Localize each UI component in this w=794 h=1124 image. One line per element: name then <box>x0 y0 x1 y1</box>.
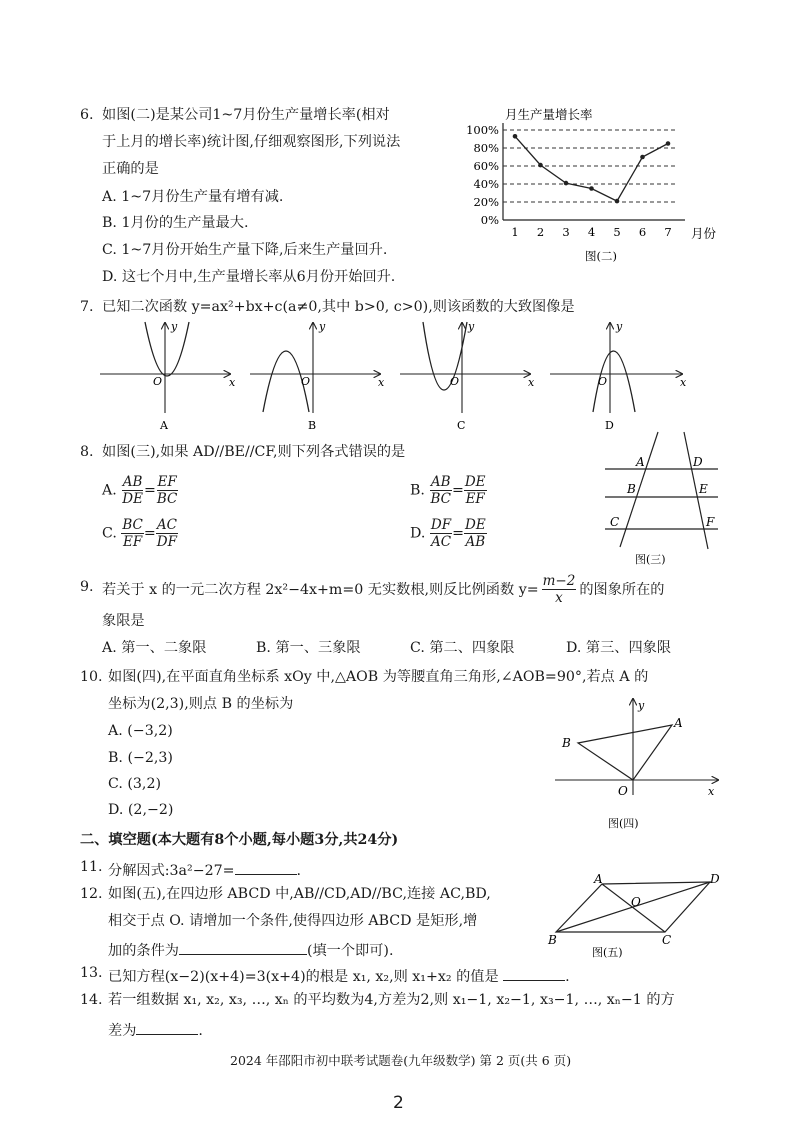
fig4-label-b: B <box>562 736 571 750</box>
q10-option-c: C. (3,2) <box>108 776 162 792</box>
q14-number: 14. <box>80 992 103 1008</box>
fig3-label-c: C <box>610 515 620 529</box>
q7-d-y: y <box>616 320 623 333</box>
data-point <box>615 199 620 204</box>
q7-option-graphs <box>95 318 695 436</box>
q7-d-x: x <box>680 376 687 389</box>
q10-option-a: A. (−3,2) <box>108 723 173 739</box>
x-tick-label: 6 <box>638 225 647 239</box>
q9-option-a: A. 第一、二象限 <box>102 640 207 656</box>
q10-stem-line2: 坐标为(2,3),则点 B 的坐标为 <box>108 696 294 712</box>
q9-option-c: C. 第二、四象限 <box>410 640 515 656</box>
y-tick-label: 40% <box>473 177 499 191</box>
fig5-label-o: O <box>631 895 641 909</box>
q9-option-d: D. 第三、四象限 <box>566 640 672 656</box>
chart-xlabel: 月份 <box>691 226 717 241</box>
fig5-label-a: A <box>594 872 603 886</box>
fig3-caption: 图(三) <box>635 553 666 566</box>
y-tick-label: 100% <box>466 123 499 137</box>
x-tick-label: 5 <box>613 225 621 239</box>
q11-number: 11. <box>80 859 103 875</box>
y-tick-label: 60% <box>473 159 499 173</box>
q7-c-label: C <box>457 419 466 432</box>
y-tick-label: 20% <box>473 195 499 209</box>
growth-rate-line-chart <box>455 100 735 268</box>
fig4-label-o: O <box>618 784 628 798</box>
page-footer: 2024 年邵阳市初中联考试题卷(九年级数学) 第 2 页(共 6 页) <box>230 1053 572 1068</box>
q7-number: 7. <box>80 299 94 315</box>
q7-a-x: x <box>229 376 236 389</box>
q12-stem-line2: 相交于点 O. 请增加一个条件,使得四边形 ABCD 是矩形,增 <box>108 913 478 929</box>
fig5-label-b: B <box>548 933 557 947</box>
q12-line3: 加的条件为 (填一个即可). <box>108 940 393 958</box>
q7-b-x: x <box>378 376 385 389</box>
q7-d-label: D <box>605 419 614 432</box>
q8-number: 8. <box>80 444 94 460</box>
fig4-label-a: A <box>674 716 683 730</box>
page-number: 2 <box>393 1093 404 1113</box>
q9-stem: 若关于 x 的一元二次方程 2x²−4x+m=0 无实数根,则反比例函数 y= $\frac{m-2}{x}$ 的图象所在的 <box>102 573 665 607</box>
q6-number: 6. <box>80 107 94 123</box>
q9-number: 9. <box>80 579 94 595</box>
q7-c-origin: O <box>450 375 460 388</box>
q7-b-label: B <box>308 419 317 432</box>
x-tick-label: 1 <box>511 225 519 239</box>
q6-stem-line2: 于上月的增长率)统计图,仔细观察图形,下列说法 <box>102 134 401 150</box>
fig3-label-f: F <box>706 515 715 529</box>
fig3-label-e: E <box>699 482 708 496</box>
q8-stem: 如图(三),如果 AD//BE//CF,则下列各式错误的是 <box>102 444 406 460</box>
q7-graph-c <box>400 320 535 432</box>
q6-stem-line3: 正确的是 <box>102 161 159 177</box>
x-tick-label: 4 <box>587 225 596 239</box>
q7-graph-b <box>250 320 385 432</box>
data-point <box>666 141 671 146</box>
q13-number: 13. <box>80 965 103 981</box>
fig4-label-x: x <box>708 785 715 798</box>
growth-rate-series-line <box>515 136 668 201</box>
fig5-label-d: D <box>710 872 720 886</box>
q7-b-y: y <box>319 320 326 333</box>
q10-number: 10. <box>80 669 103 685</box>
q14-stem-line1: 若一组数据 x₁, x₂, x₃, …, xₙ 的平均数为4,方差为2,则 x₁−1, x₂−1, x₃−1, …, xₙ−1 的方 <box>108 992 675 1008</box>
fig3-label-b: B <box>627 482 636 496</box>
q12-number: 12. <box>80 886 103 902</box>
data-point <box>564 181 569 186</box>
y-tick-label: 80% <box>473 141 499 155</box>
x-tick-label: 3 <box>562 225 570 239</box>
q7-a-label: A <box>160 419 168 432</box>
q7-b-origin: O <box>301 375 311 388</box>
q7-stem: 已知二次函数 y=ax²+bx+c(a≠0,其中 b>0, c>0),则该函数的大致图像是 <box>102 299 575 315</box>
q6-option-c: C. 1~7月份开始生产量下降,后来生产量回升. <box>102 242 388 258</box>
q8-option-c: C. $\frac{BC}{EF}$ = $\frac{AC}{DF}$ <box>102 517 177 551</box>
q9-stem-line2: 象限是 <box>102 613 145 629</box>
chart-caption: 图(二) <box>585 249 617 263</box>
q7-graph-a <box>100 320 236 432</box>
x-tick-label: 7 <box>664 225 672 239</box>
q10-option-b: B. (−2,3) <box>108 750 173 766</box>
section2-heading: 二、填空题(本大题有8个小题,每小题3分,共24分) <box>80 832 399 848</box>
y-tick-label: 0% <box>480 213 499 227</box>
q8-option-b: B. $\frac{AB}{BC}$ = $\frac{DE}{EF}$ <box>410 474 486 508</box>
data-point <box>513 134 518 139</box>
q6-option-b: B. 1月份的生产量最大. <box>102 215 249 231</box>
fig5-caption: 图(五) <box>592 946 623 959</box>
q8-option-d: D. $\frac{DF}{AC}$ = $\frac{DE}{AB}$ <box>410 517 486 551</box>
q14-line2: 差为 . <box>108 1020 203 1038</box>
coordinate-triangle-figure <box>550 695 725 835</box>
q11-line: 分解因式:3a²−27= . <box>108 860 301 878</box>
q7-a-y: y <box>171 320 178 333</box>
q6-option-a: A. 1~7月份生产量有增有减. <box>102 189 284 205</box>
x-tick-label: 2 <box>536 225 545 239</box>
fig3-label-d: D <box>693 455 703 469</box>
data-point <box>589 186 594 191</box>
data-point <box>538 163 543 168</box>
q13-answer-blank[interactable] <box>503 966 565 981</box>
q7-graph-d <box>550 320 687 432</box>
fig4-label-y: y <box>638 699 645 712</box>
data-point <box>640 155 645 160</box>
q13-line: 已知方程(x−2)(x+4)=3(x+4)的根是 x₁, x₂,则 x₁+x₂ 的值是 . <box>108 966 570 984</box>
q8-option-a: A. $\frac{AB}{DE}$ = $\frac{EF}{BC}$ <box>102 474 178 508</box>
q12-answer-blank[interactable] <box>179 940 307 955</box>
q7-d-origin: O <box>598 375 608 388</box>
q7-c-y: y <box>468 320 475 333</box>
q10-stem-line1: 如图(四),在平面直角坐标系 xOy 中,△AOB 为等腰直角三角形,∠AOB=90°,若点 A 的 <box>108 669 649 685</box>
fig5-label-c: C <box>662 933 672 947</box>
q6-stem-line1: 如图(二)是某公司1~7月份生产量增长率(相对 <box>102 107 390 123</box>
q11-answer-blank[interactable] <box>235 860 297 875</box>
q7-a-origin: O <box>153 375 163 388</box>
fig4-caption: 图(四) <box>608 817 639 830</box>
q6-option-d: D. 这七个月中,生产量增长率从6月份开始回升. <box>102 269 396 285</box>
chart-title: 月生产量增长率 <box>505 107 593 122</box>
parallelogram-figure <box>540 872 730 962</box>
parallel-lines-figure <box>600 425 730 570</box>
q10-option-d: D. (2,−2) <box>108 802 174 818</box>
q14-answer-blank[interactable] <box>136 1020 198 1035</box>
q12-stem-line1: 如图(五),在四边形 ABCD 中,AB//CD,AD//BC,连接 AC,BD, <box>108 886 491 902</box>
fig3-label-a: A <box>636 455 645 469</box>
q7-c-x: x <box>528 376 535 389</box>
q9-option-b: B. 第一、三象限 <box>256 640 361 656</box>
